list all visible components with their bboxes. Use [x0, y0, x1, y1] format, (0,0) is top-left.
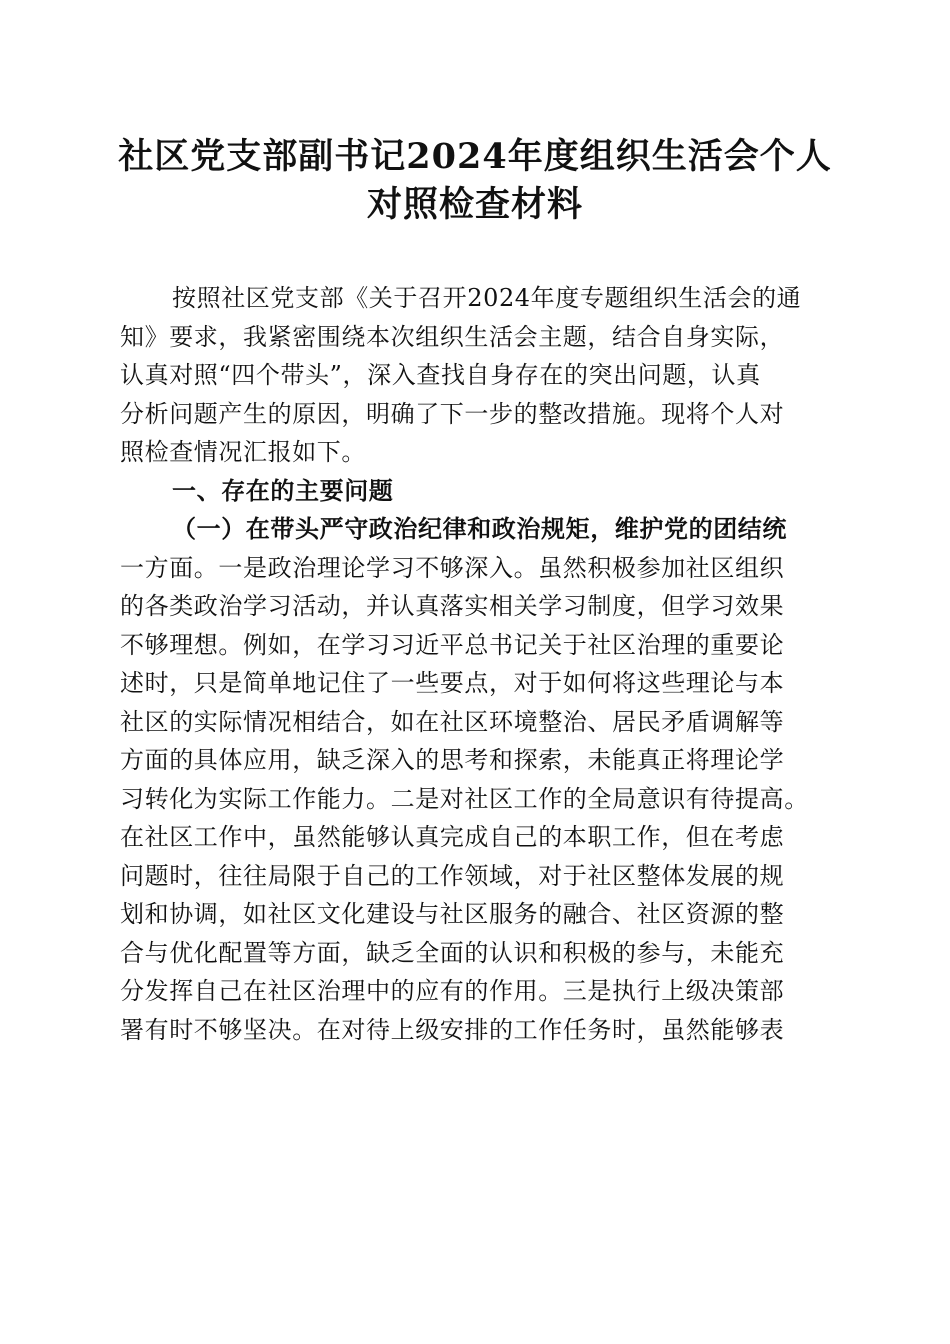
subsection-line: 社区的实际情况相结合，如在社区环境整治、居民矛盾调解等: [120, 707, 785, 736]
subsection-line: 问题时，往往局限于自己的工作领域，对于社区整体发展的规: [120, 861, 785, 890]
subsection-line: 署有时不够坚决。在对待上级安排的工作任务时，虽然能够表: [120, 1015, 785, 1044]
section-heading: 一、存在的主要问题: [172, 476, 394, 505]
intro-line: 知》要求，我紧密围绕本次组织生活会主题，结合自身实际，: [120, 322, 785, 351]
intro-line: 照检查情况汇报如下。: [120, 438, 366, 466]
subsection-line: 分发挥自己在社区治理中的应有的作用。三是执行上级决策部: [120, 977, 785, 1005]
intro-line: 按照社区党支部《关于召开2024年度专题组织生活会的通: [172, 284, 802, 312]
document-title: [100, 133, 850, 229]
subsection-line: 不够理想。例如，在学习习近平总书记关于社区治理的重要论: [120, 630, 785, 659]
intro-line: 分析问题产生的原因，明确了下一步的整改措施。现将个人对: [120, 399, 785, 428]
title-line-2: 对照检查材料: [366, 184, 583, 225]
document-body: [120, 279, 840, 1049]
subsection-line: 习转化为实际工作能力。二是对社区工作的全局意识有待提高。: [120, 784, 809, 813]
subsection-line: 一方面。一是政治理论学习不够深入。虽然积极参加社区组织: [120, 553, 785, 582]
intro-line: 认真对照“四个带头”，深入查找自身存在的突出问题，认真: [120, 361, 761, 389]
subsection-line: 在社区工作中，虽然能够认真完成自己的本职工作，但在考虑: [120, 823, 785, 851]
subsection-line: 合与优化配置等方面，缺乏全面的认识和积极的参与，未能充: [120, 938, 785, 967]
subsection-line: 的各类政治学习活动，并认真落实相关学习制度，但学习效果: [120, 592, 785, 620]
subsection-line: 方面的具体应用，缺乏深入的思考和探索，未能真正将理论学: [120, 746, 785, 774]
subsection-line: （一）在带头严守政治纪律和政治规矩，维护党的团结统: [172, 514, 787, 543]
title-line-1: 社区党支部副书记2024年度组织生活会个人: [118, 136, 832, 177]
subsection-line: 述时，只是简单地记住了一些要点，对于如何将这些理论与本: [120, 669, 785, 697]
subsection-line: 划和协调，如社区文化建设与社区服务的融合、社区资源的整: [120, 900, 785, 928]
